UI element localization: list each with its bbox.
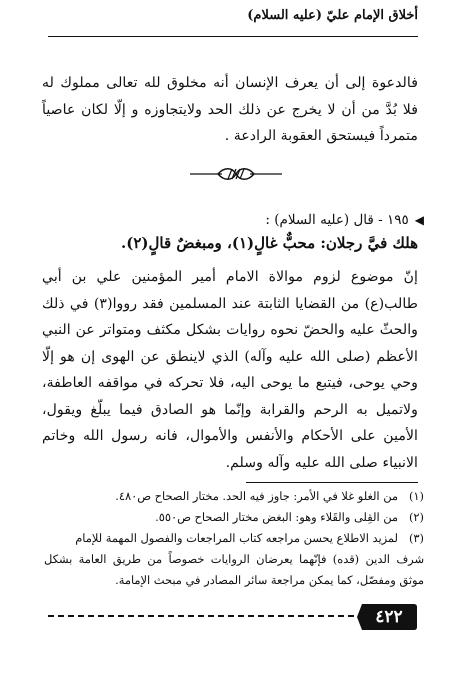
footnote-1 [44, 486, 424, 507]
footnote-2 [44, 507, 424, 528]
footnote-number: (١) [408, 489, 424, 503]
running-header [48, 8, 418, 34]
footnote-text: لمزيد الاطلاع يحسن مراجعه كتاب المراجعات والفصول المهمة للإمام [75, 531, 398, 545]
triangle-marker-icon: ◀ [414, 213, 424, 227]
divider-ornament-icon [188, 166, 284, 182]
paragraph-1: فالدعوة إلى أن يعرف الإنسان أنه مخلوق لله تعالى مملوك له فلا بُدَّ من أن لا يخرج عن ذلك الحد ولايتجاوزه و إلّا لكان عاصياً متمرداً فيستحق العقوبة الرادعة . [42, 75, 418, 144]
footer-dashed-line [48, 615, 354, 617]
header-rule [48, 36, 418, 37]
footnote-number: (٢) [408, 510, 424, 524]
footnote-3 [44, 528, 424, 549]
quoted-saying: هلك فيَّ رجلان: محبٌّ غالٍ(١)، ومبغضٌ قالٍ(٢). [121, 234, 418, 252]
paragraph-2: إنّ موضوع لزوم موالاة الامام أمير المؤمنين علي بن أبي طالب(ع) من القضايا الثابتة عند المسلمين فقد رووا(٣) في ذلك والحثّ عليه والحضّ نحوه روايات بشكل مكثف ومتواتر عن النبي الأعظم (صلى الله عليه وآله) الذي لاينطق عن الهوى إن هو إلّا وحي يوحى، فيتبع ما يوحى اليه، فلا تحركه في مواقفه العاطفة، ولاتميل به الرحم والقرابة وإنّما هو الصادق فيما يبلّغ ويقول، الأمين على الأحكام والأنفس والأموال، فانه رسول الله وخاتم الانبياء صلى الله عليه وآله وسلم. [42, 269, 418, 471]
page-number: ٤٢٢ [375, 607, 403, 627]
section-heading [265, 212, 424, 228]
section-heading-text: ١٩٥ - قال (عليه السلام) : [265, 212, 409, 228]
footnotes [44, 486, 424, 591]
footnote-text: من الغلو غلا في الأمر: جاوز فيه الحد. مختار الصحاح ص٤٨٠. [115, 489, 398, 503]
footnote-text: من القِلى والقَلاء وهو: البغض مختار الصحاح ص٥٥٠. [155, 510, 398, 524]
footnote-number: (٣) [408, 531, 424, 545]
footnote-3-continuation: شرف الدين (قده) فإنّهما يعرضان الروايات خصوصاً من طريق العامة بشكل موثق ومفصّل، كما يمكن مراجعة سائر المصادر في مبحث الإمامة. [44, 552, 424, 587]
page-footer [48, 600, 418, 634]
footnote-separator [246, 482, 418, 483]
running-header-title: أخلاق الإمام عليّ (عليه السلام) [247, 8, 418, 23]
